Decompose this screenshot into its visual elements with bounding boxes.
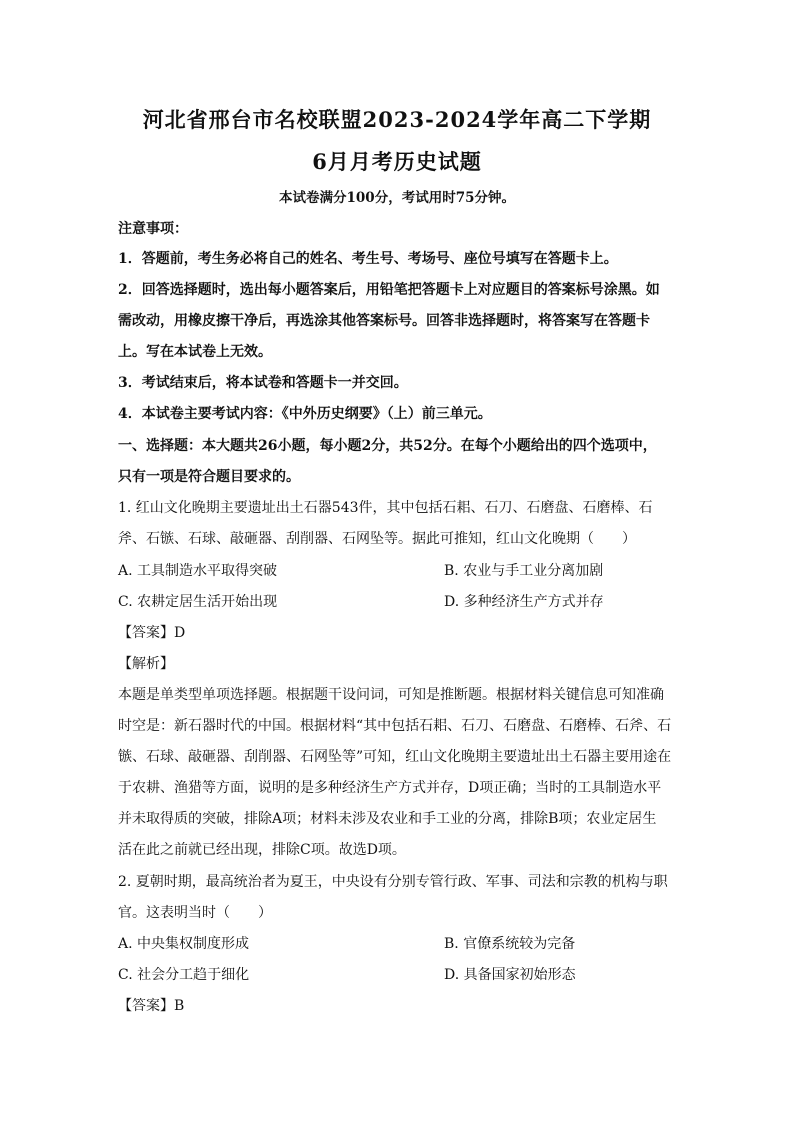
option-a: A. 工具制造水平取得突破	[118, 563, 278, 579]
analysis-line: 时空是：新石器时代的中国。根据材料“其中包括石耜、石刀、石磨盘、石磨棒、石斧、石	[118, 718, 672, 734]
option-c: C. 农耕定居生活开始出现	[118, 594, 278, 610]
question-stem: 2. 夏朝时期，最高统治者为夏王，中央设有分别专管行政、军事、司法和宗教的机构与职	[118, 874, 668, 890]
notice-line: 需改动，用橡皮擦干净后，再选涂其他答案标号。回答非选择题时，将答案写在答题卡	[118, 313, 650, 329]
question-stem: 官。这表明当时（ ）	[118, 905, 272, 921]
option-b: B. 农业与手工业分离加剧	[444, 563, 604, 579]
notice-heading: 注意事项：	[118, 221, 188, 237]
notice-line: 1．答题前，考生务必将自己的姓名、考生号、考场号、座位号填写在答题卡上。	[118, 251, 618, 267]
section-heading: 只有一项是符合题目要求的。	[118, 469, 300, 485]
analysis-line: 并未取得质的突破，排除A项；材料未涉及农业和手工业的分离，排除B项；农业定居生	[118, 811, 657, 827]
option-d: D. 具备国家初始形态	[444, 967, 576, 983]
analysis-line: 于农耕、渔猎等方面，说明的是多种经济生产方式并存，D项正确；当时的工具制造水平	[118, 780, 662, 796]
option-a: A. 中央集权制度形成	[118, 936, 250, 952]
analysis-line: 镞、石球、敲砸器、刮削器、石网坠等”可知，红山文化晚期主要遗址出土石器主要用途在	[118, 749, 672, 765]
answer-label: 【答案】B	[118, 998, 185, 1014]
analysis-heading: 【解析】	[118, 656, 174, 672]
option-d: D. 多种经济生产方式并存	[444, 594, 604, 610]
exam-title-line1: 河北省邢台市名校联盟2023-2024学年高二下学期	[142, 107, 652, 132]
question-stem: 1. 红山文化晚期主要遗址出土石器543件，其中包括石耜、石刀、石磨盘、石磨棒、石	[118, 500, 653, 516]
notice-line: 2．回答选择题时，选出每小题答案后，用铅笔把答题卡上对应题目的答案标号涂黑。如	[118, 282, 660, 298]
exam-title-line2: 6月月考历史试题	[312, 149, 482, 174]
question-stem: 斧、石镞、石球、敲砸器、刮削器、石网坠等。据此可推知，红山文化晚期（ ）	[118, 531, 636, 547]
notice-line: 上。写在本试卷上无效。	[118, 344, 272, 360]
exam-subtitle: 本试卷满分100分，考试用时75分钟。	[279, 190, 515, 206]
analysis-line: 本题是单类型单项选择题。根据题干设问词，可知是推断题。根据材料关键信息可知准确	[118, 687, 664, 703]
notice-line: 3．考试结束后，将本试卷和答题卡一并交回。	[118, 375, 408, 391]
answer-label: 【答案】D	[118, 625, 186, 641]
notice-line: 4．本试卷主要考试内容：《中外历史纲要》（上）前三单元。	[118, 406, 492, 422]
option-c: C. 社会分工趋于细化	[118, 967, 250, 983]
analysis-line: 活在此之前就已经出现，排除C项。故选D项。	[118, 842, 406, 858]
section-heading: 一、选择题：本大题共26小题，每小题2分，共52分。在每个小题给出的四个选项中，	[118, 438, 657, 454]
option-b: B. 官僚系统较为完备	[444, 936, 576, 952]
